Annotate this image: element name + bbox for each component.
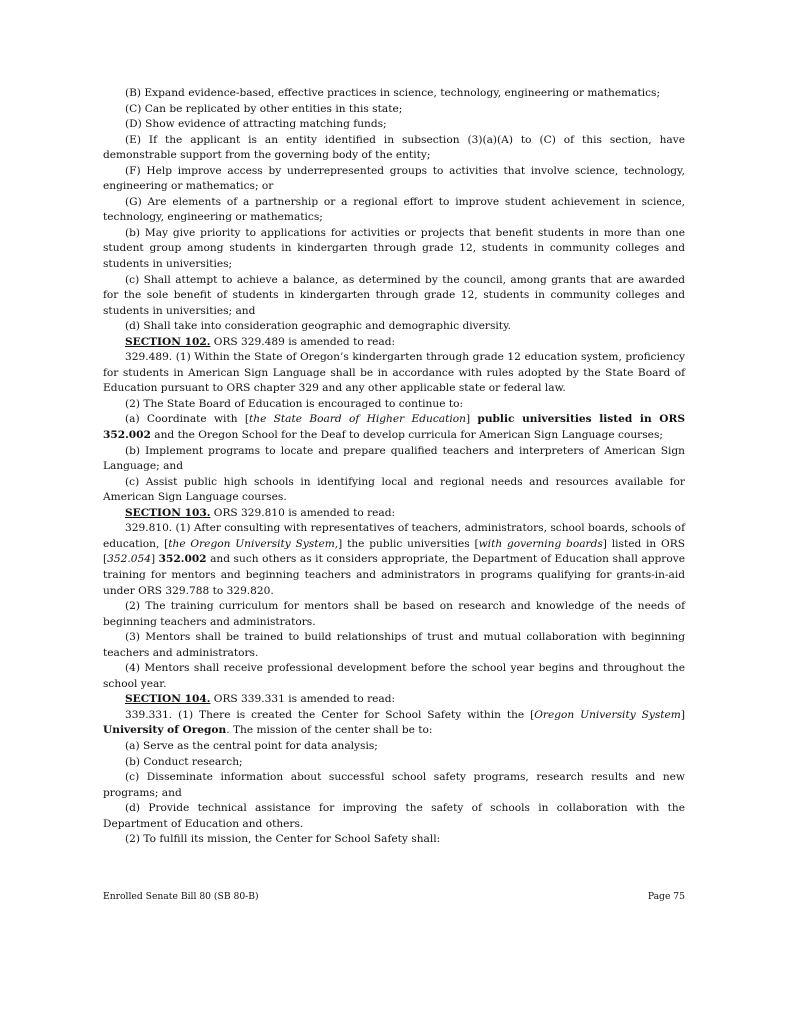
text-run: 329.810. (1) After consulting with representatives of teachers, administrators, school boards, schools of education, [ xyxy=(103,522,685,550)
paragraph xyxy=(103,319,685,335)
text-run: (2) To fulfill its mission, the Center for School Safety shall: xyxy=(125,833,441,846)
text-run: (b) Conduct research; xyxy=(125,755,243,768)
paragraph xyxy=(103,350,685,397)
paragraph xyxy=(103,273,685,320)
document-body xyxy=(103,86,685,848)
paragraph xyxy=(103,692,685,708)
section-heading: SECTION 102. xyxy=(125,335,211,348)
paragraph xyxy=(103,832,685,848)
text-run: ] xyxy=(465,413,478,426)
paragraph xyxy=(103,412,685,443)
text-run: (d) Shall take into consideration geographic and demographic diversity. xyxy=(125,320,512,333)
text-run: ORS 339.331 is amended to read: xyxy=(210,693,396,706)
bold-amendment-text: public universities listed in ORS 352.002 xyxy=(103,413,685,442)
paragraph xyxy=(103,475,685,506)
paragraph xyxy=(103,506,685,522)
text-run: (c) Assist public high schools in identifying local and regional needs and resources available for American Sign Language courses. xyxy=(103,475,685,504)
paragraph xyxy=(103,708,685,739)
page-footer xyxy=(103,891,685,902)
paragraph xyxy=(103,444,685,475)
text-run: ] listed in ORS [ xyxy=(103,537,685,566)
paragraph xyxy=(103,164,685,195)
text-run: (a) Coordinate with [ xyxy=(125,413,249,426)
paragraph xyxy=(103,755,685,771)
text-run: (c) Disseminate information about successful school safety programs, research results and new programs; and xyxy=(103,771,685,799)
bold-amendment-text: 352.002 xyxy=(158,553,207,566)
text-run: (3) Mentors shall be trained to build relationships of trust and mutual collaboration with beginning teachers and administrators. xyxy=(103,631,685,659)
text-run: and the Oregon School for the Deaf to develop curricula for American Sign Language courses; xyxy=(150,429,663,442)
italic-deleted-text: the State Board of Higher Education xyxy=(248,413,466,426)
paragraph xyxy=(103,599,685,630)
text-run: (G) Are elements of a partnership or a regional effort to improve student achievement in science, technology, engineering or mathematics; xyxy=(103,195,685,224)
text-run: 329.489. (1) Within the State of Oregon’s kindergarten through grade 12 education system, proficiency for students in American Sign Language shall be in accordance with rules adopted by the State Board of Education pursuant to ORS chapter 329 and any other applicable state or federal law. xyxy=(103,351,685,395)
paragraph xyxy=(103,226,685,273)
italic-deleted-text: 352.054 xyxy=(107,553,151,566)
text-run: . The mission of the center shall be to: xyxy=(226,724,433,737)
text-run: and such others as it considers appropriate, the Department of Education shall approve training for mentors and beginning teachers and administrators in programs qualifying for grants-in-aid under ORS 329.788 to 329.820. xyxy=(103,553,685,597)
paragraph xyxy=(103,801,685,832)
paragraph xyxy=(103,521,685,599)
paragraph xyxy=(103,630,685,661)
paragraph xyxy=(103,739,685,755)
paragraph xyxy=(103,133,685,164)
text-run: (a) Serve as the central point for data analysis; xyxy=(125,739,378,752)
paragraph xyxy=(103,661,685,692)
text-run: (C) Can be replicated by other entities in this state; xyxy=(125,102,403,115)
paragraph xyxy=(103,86,685,102)
footer-page-number: Page 75 xyxy=(647,891,685,902)
paragraph xyxy=(103,397,685,413)
text-run: (4) Mentors shall receive professional development before the school year begins and throughout the school year. xyxy=(103,662,685,690)
footer-bill-title: Enrolled Senate Bill 80 (SB 80-B) xyxy=(103,891,259,902)
section-heading: SECTION 103. xyxy=(125,506,211,519)
text-run: 339.331. (1) There is created the Center for School Safety within the [ xyxy=(125,708,535,721)
text-run: (b) Implement programs to locate and prepare qualified teachers and interpreters of American Sign Language; and xyxy=(103,444,685,473)
text-run: (c) Shall attempt to achieve a balance, as determined by the council, among grants that are awarded for the sole benefit of students in kindergarten through grade 12, students in community colleges and students in universities; and xyxy=(103,273,685,317)
text-run: (F) Help improve access by underrepresented groups to activities that involve science, technology, engineering or mathematics; or xyxy=(103,164,685,193)
italic-deleted-text: Oregon University System xyxy=(534,708,681,721)
text-run: ORS 329.810 is amended to read: xyxy=(210,506,396,519)
text-run: (b) May give priority to applications for activities or projects that benefit students in more than one student group among students in kindergarten through grade 12, students in community colleges and students in universities; xyxy=(103,226,685,271)
italic-deleted-text: with governing boards xyxy=(478,537,603,550)
text-run: ] the public universities [ xyxy=(338,537,479,550)
italic-deleted-text: the Oregon University System, xyxy=(168,537,339,550)
text-run: (2) The training curriculum for mentors shall be based on research and knowledge of the needs of beginning teachers and administrators. xyxy=(103,600,685,628)
text-run: ] xyxy=(150,553,159,566)
text-run: (2) The State Board of Education is encouraged to continue to: xyxy=(125,397,464,410)
paragraph xyxy=(103,195,685,226)
text-run: ] xyxy=(680,708,685,721)
text-run: (D) Show evidence of attracting matching funds; xyxy=(125,118,387,131)
paragraph xyxy=(103,117,685,133)
text-run: (E) If the applicant is an entity identified in subsection (3)(a)(A) to (C) of this section, have demonstrable support from the governing body of the entity; xyxy=(103,133,685,162)
paragraph xyxy=(103,335,685,351)
paragraph xyxy=(103,102,685,118)
text-run: (d) Provide technical assistance for improving the safety of schools in collaboration with the Department of Education and others. xyxy=(103,802,685,830)
text-run: ORS 329.489 is amended to read: xyxy=(210,335,396,348)
paragraph xyxy=(103,770,685,801)
section-heading: SECTION 104. xyxy=(125,693,211,706)
text-run: (B) Expand evidence-based, effective practices in science, technology, engineering or mathematics; xyxy=(125,87,661,99)
bold-amendment-text: University of Oregon xyxy=(103,724,227,737)
